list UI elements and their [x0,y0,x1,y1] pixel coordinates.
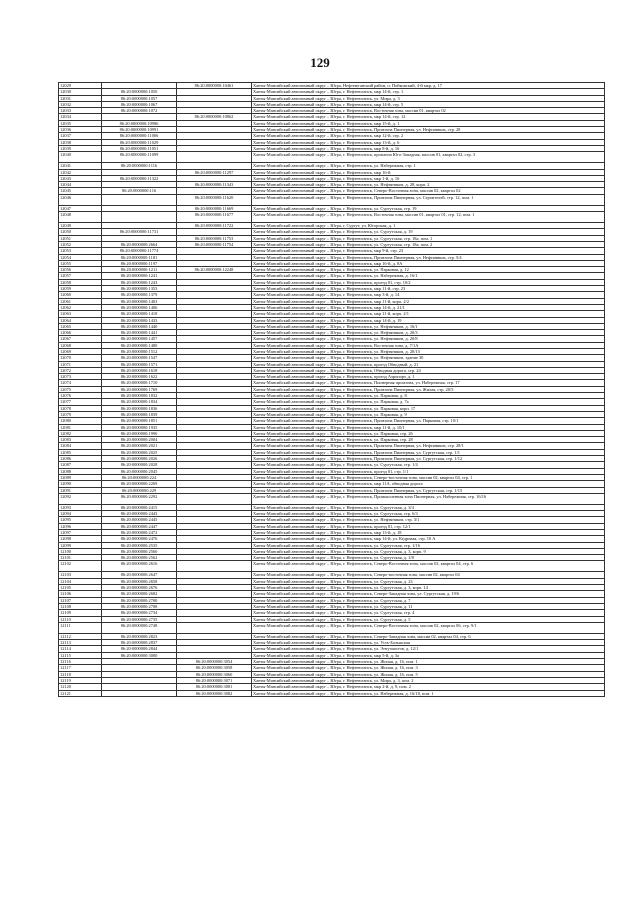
table-row [59,561,605,572]
address-cell: Ханты-Мансийский автономный округ – Югра, г. Нефтеюганск, ул. Сургутская, д. 3/4 [252,504,605,510]
address-cell: Ханты-Мансийский автономный округ – Югра, г. Нефтеюганск, проезд Обводный, д. 21 [252,361,605,367]
address-cell: Ханты-Мансийский автономный округ – Югра, г. Нефтеюганск, Промзона Пионерная, ул. Сургутская, стр. 1/15 [252,487,605,493]
cadastral-number: 86:20:0000000:1116 [102,163,177,169]
row-number: 12054 [59,254,102,260]
address-cell: Ханты-Мансийский автономный округ – Югра, г. Нефтеюганск, ул. Парковая, д. 8 [252,393,605,399]
object-cadastral-number: 86:20:0000000:11343 [177,182,252,188]
row-number: 12117 [59,665,102,671]
row-number: 12034 [59,114,102,120]
row-number: 12075 [59,386,102,392]
cadastral-number: 86:20:0000000:2735 [102,616,177,622]
address-cell: Ханты-Мансийский автономный округ – Югра, г. Нефтеюганск, мкр 13-й, д. 6 [252,139,605,145]
row-number: 12104 [59,578,102,584]
object-cadastral-number: 86:20:0000000:11669 [177,205,252,211]
cadastral-number: 86:20:0000000:1379 [102,292,177,298]
cadastral-number: 86:20:0000000:1211 [102,267,177,273]
cadastral-number: 86:20:0000000:2837 [102,640,177,646]
row-number: 12071 [59,361,102,367]
row-number: 12030 [59,89,102,95]
cadastral-number: 86:20:0000000:11731 [102,229,177,235]
cadastral-number: 86:20:0000000:11774 [102,248,177,254]
address-cell: Ханты-Мансийский автономный округ – Югра, г. Нефтеюганск, ул. Сургутская, стр. 4 [252,610,605,616]
row-number: 12065 [59,323,102,329]
row-number: 12052 [59,241,102,247]
address-cell: Ханты-Мансийский автономный округ – Югра, г. Нефтеюганск, мкр 5-й, д. 3а [252,652,605,658]
object-cadastral-number: 86:20:0000000:11753 [177,235,252,241]
cadastral-number: 86:20:0000000:2026 [102,456,177,462]
cadastral-number: 86:20:0000000:2562 [102,555,177,561]
address-cell: Ханты-Мансийский автономный округ – Югра, г. Нефтеюганск, мкр 14-й, стр. 1 [252,89,605,95]
cadastral-number: 86:20:0000000:11029 [102,139,177,145]
object-cadastral-number [177,561,252,572]
address-cell: Ханты-Мансийский автономный округ – Югра, г. Нефтеюганск, Северо-восточная зона, массив 02, квартал 04, стр. 1 [252,474,605,480]
cadastral-number: 86:20:0000000:2844 [102,646,177,652]
object-cadastral-number [177,622,252,633]
cadastral-number: 86:20:0000000:2025 [102,449,177,455]
cadastral-number: 86:20:0000000:2476 [102,536,177,542]
cadastral-number: 86:20:0000000:224 [102,474,177,480]
address-cell: Ханты-Мансийский автономный округ – Югра, г. Нефтеюганск, Промзона Пионерная, ул. Нефтяников, стр. 28 [252,127,605,133]
address-cell: Ханты-Мансийский автономный округ – Югра, г. Нефтеюганск, проезд Аэропорт, д. 1 [252,374,605,380]
cadastral-number: 86:20:0000000:1353 [102,286,177,292]
cadastral-number: 86:20:0000000:1418 [102,311,177,317]
row-number: 12093 [59,504,102,510]
object-cadastral-number [177,493,252,504]
address-cell: Ханты-Мансийский автономный округ – Югра, г. Нефтеюганск, ул. Парковая, д. 12 [252,267,605,273]
address-cell: Ханты-Мансийский автономный округ – Югра, г. Нефтеюганск, ул. Сургутская, д. 19 [252,229,605,235]
row-number: 12081 [59,424,102,430]
address-cell: Ханты-Мансийский автономный округ – Югра, г. Нефтеюганск, ул. Сургутская, д. 7 [252,597,605,603]
address-cell: Ханты-Мансийский автономный округ – Югра, г. Нефтеюганск, Обводная дорога, стр. 24 [252,367,605,373]
row-number: 12029 [59,83,102,89]
row-number: 12063 [59,311,102,317]
address-cell: Ханты-Мансийский автономный округ – Югра, г. Нефтеюганск, ул. Энтузиастов, д. 12/1 [252,646,605,652]
cadastral-number: 86:20:0000000:1050 [102,89,177,95]
address-cell: Ханты-Мансийский автономный округ – Югра, г. Нефтеюганск, мкр 11-й, корп. 2/2 [252,298,605,304]
row-number: 12089 [59,474,102,480]
row-number: 12031 [59,95,102,101]
address-cell: Ханты-Мансийский автономный округ – Югра, г. Нефтеюганск, ул. Нефтяников, д. 20/13 [252,348,605,354]
cadastral-number: 86:20:0000000:2447 [102,523,177,529]
address-cell: Ханты-Мансийский автономный округ – Югра, г. Нефтеюганск, мкр 11-й, д. 10/1 [252,424,605,430]
object-cadastral-number: 86:20:0000000:12248 [177,267,252,273]
cadastral-number: 86:20:0000000:1832 [102,393,177,399]
row-number: 12103 [59,572,102,578]
address-cell: Ханты-Мансийский автономный округ – Югра, г. Нефтеюганск, мкр 13-й, д. 18 [252,530,605,536]
object-cadastral-number: 86:20:0000000:11677 [177,212,252,223]
address-cell: Ханты-Мансийский автономный округ – Югра, г. Нефтеюганск, ул. Нефтяников, здание 30 [252,355,605,361]
address-cell: Ханты-Мансийский автономный округ – Югра, г. Нефтеюганск, ул. Жилая, д. 16, пом. 1 [252,659,605,665]
table-row [59,194,605,205]
row-number: 12069 [59,348,102,354]
row-number: 12096 [59,523,102,529]
address-cell: Ханты-Мансийский автономный округ – Югра, г. Нефтеюганск, Северо-Восточная зона, массив 02, квартал 04, стр. 6 [252,561,605,572]
address-cell: Ханты-Мансийский автономный округ – Югра, г. Нефтеюганск, ул. Сургутская, стр. 19 [252,205,605,211]
cadastral-number: 86:20:0000000:10991 [102,127,177,133]
cadastral-number: 86:20:0000000:1836 [102,405,177,411]
cadastral-number: 86:20:0000000:1710 [102,380,177,386]
cadastral-number: 86:20:0000000:2647 [102,572,177,578]
address-cell: Ханты-Мансийский автономный округ – Югра, г. Нефтеюганск, мкр 16-й [252,169,605,175]
address-cell: Ханты-Мансийский автономный округ – Югра, г. Нефтеюганск, ул. Мира, д. 3, пом. 2 [252,677,605,683]
cadastral-number: 86:20:0000000:1243 [102,279,177,285]
row-number: 12051 [59,235,102,241]
address-cell: Ханты-Мансийский автономный округ – Югра, г. Нефтеюганск, Промзона Пионерная, ул. Сургутская, стр. 1/12 [252,456,605,462]
table-row [59,212,605,223]
address-cell: Ханты-Мансийский автономный округ – Югра, г. Нефтеюганск, ул. Набережная, стр. 1 [252,163,605,169]
table-row [59,152,605,163]
address-cell: Ханты-Мансийский автономный округ – Югра, Нефтеюганский район, п. Пойковский, 4-й мкр, д. 17 [252,83,605,89]
cadastral-number: 86:20:0000000:10986 [102,120,177,126]
address-cell: Ханты-Мансийский автономный округ – Югра, г. Нефтеюганск, ул. Нефтяников, д. 20/3 [252,330,605,336]
cadastral-number: 86:20:0000000:1480 [102,342,177,348]
address-cell: Ханты-Мансийский автономный округ – Югра, г. Нефтеюганск, ул. Нефтяников, д. 20/8 [252,336,605,342]
address-cell: Ханты-Мансийский автономный округ – Югра, г. Нефтеюганск, ул. Набережная, д. 16/18, пом. 1 [252,690,605,696]
address-cell: Ханты-Мансийский автономный округ – Югра, г. Нефтеюганск, ул. Парковая, д. 9 [252,411,605,417]
address-cell: Ханты-Мансийский автономный округ – Югра, г. Нефтеюганск, мкр 3-й, д. 14 [252,292,605,298]
cadastral-number: 86:20:0000000:2045 [102,468,177,474]
address-cell: Ханты-Мансийский автономный округ – Югра, г. Нефтеюганск, Промзона Пионерная, ул. Нефтяников, стр. 5/4 [252,254,605,260]
address-cell: Ханты-Мансийский автономный округ – Югра, г. Нефтеюганск, проезд 01, стр. 1/1 [252,468,605,474]
address-cell: Ханты-Мансийский автономный округ – Югра, г. Нефтеюганск, ул. Сургутская, д. 5 [252,616,605,622]
row-number: 12042 [59,169,102,175]
cadastral-number: 86:20:0000000:2443 [102,511,177,517]
address-cell: Ханты-Мансийский автономный округ – Югра, г. Нефтеюганск, ул. Сургутская, д. 23 [252,578,605,584]
object-cadastral-number: 86:20:0000000:3071 [177,677,252,683]
row-number: 12085 [59,449,102,455]
registry-table-body [59,83,605,697]
row-number: 12056 [59,267,102,273]
address-cell: Ханты-Мансийский автономный округ – Югра, г. Нефтеюганск, мкр 1-й, д. 16 [252,175,605,181]
cadastral-number: 86:20:0000000:2658 [102,578,177,584]
address-cell: Ханты-Мансийский автономный округ – Югра, г. Нефтеюганск, Северо-Западная зона, ул. Сургутская, д. 19/6 [252,591,605,597]
table-row [59,690,605,696]
row-number: 12045 [59,188,102,194]
address-cell: Ханты-Мансийский автономный округ – Югра, г. Нефтеюганск, промзона Юго-Западная, массив 01, квартал 02, стр. 3 [252,152,605,163]
address-cell: Ханты-Мансийский автономный округ – Югра, г. Нефтеюганск, ул. Сургутская, стр. 18а, пом. 2 [252,241,605,247]
cadastral-number: 86:20:0000000:11099 [102,152,177,163]
row-number: 12120 [59,684,102,690]
row-number: 12114 [59,646,102,652]
cadastral-number [102,212,177,223]
cadastral-number: 86:20:0000000:1441 [102,330,177,336]
row-number: 12048 [59,212,102,223]
cadastral-number: 86:20:0000000:2676 [102,585,177,591]
cadastral-number: 86:20:0000000:11006 [102,133,177,139]
address-cell: Ханты-Мансийский автономный округ – Югра, г. Нефтеюганск, Северо-восточная зона, массив 02, квартал 04 [252,572,605,578]
address-cell: Ханты-Мансийский автономный округ – Югра, г. Нефтеюганск, Промзона Пионерная, ул. Нефтяников, стр. 28/1 [252,443,605,449]
cadastral-number: 86:20:0000000:116 [102,188,177,194]
address-cell: Ханты-Мансийский автономный округ – Югра, г. Нефтеюганск, проезд 01, стр. 12/1 [252,523,605,529]
cadastral-number: 86:20:0000000:1433 [102,317,177,323]
row-number: 12106 [59,591,102,597]
row-number: 12083 [59,437,102,443]
page-number: 129 [310,55,330,70]
row-number: 12072 [59,367,102,373]
row-number: 12110 [59,616,102,622]
cadastral-number: 86:20:0000000:11051 [102,145,177,151]
row-number: 12108 [59,603,102,609]
row-number: 12057 [59,273,102,279]
cadastral-number: 86:20:0000000:1406 [102,304,177,310]
address-cell: Ханты-Мансийский автономный округ – Югра, г. Нефтеюганск, ул. Сургутская, стр. 18а, пом. 1 [252,235,605,241]
cadastral-number: 86:20:0000000:2664 [102,241,177,247]
address-cell: Ханты-Мансийский автономный округ – Югра, г. Нефтеюганск, ул. Жилая, д. 16, пом. 5 [252,671,605,677]
row-number: 12077 [59,399,102,405]
address-cell: Ханты-Мансийский автономный округ – Югра, г. Нефтеюганск, ул. Сургутская, стр. 6/3 [252,511,605,517]
cadastral-number: 86:20:0000000:1935 [102,424,177,430]
row-number: 12111 [59,622,102,633]
row-number: 12064 [59,317,102,323]
address-cell: Ханты-Мансийский автономный округ – Югра, г. Нефтеюганск, ул. Сургутская, стр. 1/16 [252,542,605,548]
row-number: 12112 [59,633,102,639]
address-cell: Ханты-Мансийский автономный округ – Югра, г. Нефтеюганск, мкр 2-й, д. 9, пом. 2 [252,684,605,690]
address-cell: Ханты-Мансийский автономный округ – Югра, г. Нефтеюганск, мкр 14-й, стр. 12 [252,114,605,120]
row-number: 12070 [59,355,102,361]
object-cadastral-number: 86:20:0000000:3058 [177,665,252,671]
address-cell: Ханты-Мансийский автономный округ – Югра, г. Нефтеюганск, ул. Сургутская, д. 3, корп. 14 [252,585,605,591]
row-number: 12076 [59,393,102,399]
cadastral-number: 86:20:0000000:1851 [102,418,177,424]
address-cell: Ханты-Мансийский автономный округ – Югра, г. Нефтеюганск, ул. Жилая, д. 16, пом. 3 [252,665,605,671]
cadastral-number: 86:20:0000000:2823 [102,633,177,639]
address-cell: Ханты-Мансийский автономный округ – Югра, г. Нефтеюганск, Промышленная зона Пионерная, ул. Набережная, стр. 16/16 [252,493,605,504]
cadastral-number: 86:20:0000000:1181 [102,254,177,260]
address-cell: Ханты-Мансийский автономный округ – Югра, г. Нефтеюганск, Восточная зона, д. 7/1А [252,342,605,348]
address-cell: Ханты-Мансийский автономный округ – Югра, г. Сургут, ул. Югорская, д. 1 [252,223,605,229]
address-cell: Ханты-Мансийский автономный округ – Югра, г. Нефтеюганск, ул. Парковая, д. 7а [252,399,605,405]
row-number: 12098 [59,536,102,542]
row-number: 12092 [59,493,102,504]
address-cell: Ханты-Мансийский автономный округ – Югра, г. Нефтеюганск, ул. Сургутская, д. 11 [252,603,605,609]
row-number: 12032 [59,101,102,107]
cadastral-number: 86:20:0000000:2682 [102,591,177,597]
address-cell: Ханты-Мансийский автономный округ – Югра, г. Нефтеюганск, ул. Парковая, стр. 28 [252,437,605,443]
row-number: 12090 [59,481,102,487]
row-number: 12095 [59,517,102,523]
object-cadastral-number [177,152,252,163]
row-number: 12094 [59,511,102,517]
address-cell: Ханты-Мансийский автономный округ – Югра, г. Нефтеюганск, Промзона Пионерная, ул. Сургутская, стр. 1/1 [252,449,605,455]
row-number: 12050 [59,229,102,235]
row-number: 12115 [59,652,102,658]
address-cell: Ханты-Мансийский автономный округ – Югра, г. Нефтеюганск, Восточная зона, массив 01, квартал 02 [252,108,605,114]
cadastral-number: 86:20:0000000:2269 [102,481,177,487]
row-number: 12116 [59,659,102,665]
address-cell: Ханты-Мансийский автономный округ – Югра, г. Нефтеюганск, ул. Усть-Балыкская [252,640,605,646]
row-number: 12040 [59,152,102,163]
object-cadastral-number: 86:20:0000000:3060 [177,671,252,677]
address-cell: Ханты-Мансийский автономный округ – Югра, г. Нефтеюганск, Промзона Пионерная, ул. Строителей, стр. 12, пом. 1 [252,194,605,205]
cadastral-number: 86:20:0000000:1547 [102,355,177,361]
address-cell: Ханты-Мансийский автономный округ – Югра, г. Нефтеюганск, мкр 14-й, ул. Кедровая, стр. 10 А [252,536,605,542]
cadastral-number: 86:20:0000000:1067 [102,101,177,107]
cadastral-number: 86:20:0000000:2734 [102,610,177,616]
address-cell: Ханты-Мансийский автономный округ – Югра, г. Нефтеюганск, мкр 11А, обводная дорога [252,481,605,487]
row-number: 12074 [59,380,102,386]
row-number: 12121 [59,690,102,696]
cadastral-number: 86:20:0000000:2021 [102,443,177,449]
cadastral-number: 86:20:0000000:1440 [102,323,177,329]
row-number: 12058 [59,279,102,285]
address-cell: Ханты-Мансийский автономный округ – Югра, г. Нефтеюганск, мкр 9-й, стр. 23 [252,248,605,254]
address-cell: Ханты-Мансийский автономный округ – Югра, г. Нефтеюганск, проезд 01, стр. 10/2 [252,279,605,285]
cadastral-number: 86:20:0000000:1197 [102,260,177,266]
cadastral-number: 86:20:0000000:2415 [102,504,177,510]
row-number: 12099 [59,542,102,548]
cadastral-number: 86:20:0000000:1512 [102,348,177,354]
row-number: 12062 [59,304,102,310]
address-cell: Ханты-Мансийский автономный округ – Югра, г. Нефтеюганск, мкр 15-й, д. 1 [252,120,605,126]
cadastral-number: 86:20:0000000:1072 [102,108,177,114]
cadastral-number: 86:20:0000000:1571 [102,361,177,367]
registry-table [58,82,605,697]
row-number: 12047 [59,205,102,211]
row-number: 12035 [59,120,102,126]
row-number: 12068 [59,342,102,348]
row-number: 12082 [59,430,102,436]
row-number: 12119 [59,677,102,683]
address-cell: Ханты-Мансийский автономный округ – Югра, г. Нефтеюганск, ул. Мира, д. 3 [252,95,605,101]
row-number: 12109 [59,610,102,616]
object-cadastral-number: 86:20:0000000:11722 [177,223,252,229]
table-row [59,493,605,504]
object-cadastral-number: 86:20:0000000:10862 [177,114,252,120]
row-number: 12036 [59,127,102,133]
cadastral-number: 86:20:0000000:1618 [102,367,177,373]
object-cadastral-number: 86:20:0000000:11754 [177,241,252,247]
cadastral-number: 86:20:0000000:2535 [102,542,177,548]
row-number: 12084 [59,443,102,449]
row-number: 12060 [59,292,102,298]
row-number: 12088 [59,468,102,474]
row-number: 12039 [59,145,102,151]
row-number: 12038 [59,139,102,145]
address-cell: Ханты-Мансийский автономный округ – Югра, г. Нефтеюганск, Восточная зона, массив 01, квартал 01, стр. 12, пом. 1 [252,212,605,223]
cadastral-number: 86:20:0000000:1241 [102,273,177,279]
object-cadastral-number: 86:20:0000000:3054 [177,659,252,665]
row-number: 12053 [59,248,102,254]
object-cadastral-number: 86:20:0000000:11620 [177,194,252,205]
cadastral-number: 86:20:0000000:2616 [102,561,177,572]
cadastral-number: 86:20:0000000:1057 [102,95,177,101]
cadastral-number: 86:20:0000000:2700 [102,597,177,603]
address-cell: Ханты-Мансийский автономный округ – Югра, г. Нефтеюганск, Промзона Пионерная, ул. Парковая, стр. 10/1 [252,418,605,424]
address-cell: Ханты-Мансийский автономный округ – Югра, г. Нефтеюганск, Пионерная промзона, ул. Набережная, стр. 17 [252,380,605,386]
cadastral-number: 86:20:0000000:2708 [102,603,177,609]
cadastral-number: 86:20:0000000:1622 [102,374,177,380]
address-cell: Ханты-Мансийский автономный округ – Югра, г. Нефтеюганск, ул. Набережная, д. 16/1 [252,273,605,279]
address-cell: Ханты-Мансийский автономный округ – Югра, г. Нефтеюганск, мкр 12-й, стр. 2 [252,133,605,139]
address-cell: Ханты-Мансийский автономный округ – Югра, г. Нефтеюганск, ул. Парковая, стр. 26 [252,430,605,436]
address-cell: Ханты-Мансийский автономный округ – Югра, г. Нефтеюганск, ул. Парковая, корп. 17 [252,405,605,411]
row-number: 12037 [59,133,102,139]
table-row [59,622,605,633]
cadastral-number: 86:20:0000000:1769 [102,386,177,392]
row-number: 12086 [59,456,102,462]
row-number: 12049 [59,223,102,229]
cadastral-number [102,194,177,205]
cadastral-number: 86:20:0000000:3000 [102,652,177,658]
row-number: 12080 [59,418,102,424]
address-cell: Ханты-Мансийский автономный округ – Югра, г. Нефтеюганск, мкр 14-й, д. 19 [252,317,605,323]
row-number: 12118 [59,671,102,677]
cadastral-number: 86:20:0000000:229 [102,487,177,493]
address-cell: Ханты-Мансийский автономный округ – Югра, г. Нефтеюганск, мкр 16-й, д. 8А [252,260,605,266]
cadastral-number: 86:20:0000000:2292 [102,493,177,504]
cadastral-number: 86:20:0000000:1403 [102,298,177,304]
row-number: 12043 [59,175,102,181]
cadastral-number: 86:20:0000000:1834 [102,399,177,405]
cadastral-number [102,690,177,696]
row-number: 12102 [59,561,102,572]
row-number: 12113 [59,640,102,646]
row-number: 12100 [59,548,102,554]
row-number: 12046 [59,194,102,205]
row-number: 12107 [59,597,102,603]
row-number: 12059 [59,286,102,292]
address-cell: Ханты-Мансийский автономный округ – Югра, г. Нефтеюганск, мкр 11-й, стр. 23 [252,286,605,292]
address-cell: Ханты-Мансийский автономный округ – Югра, г. Нефтеюганск, Северо-Восточная зона, массив 02, квартал 02 [252,188,605,194]
row-number: 12105 [59,585,102,591]
row-number: 12079 [59,411,102,417]
row-number: 12091 [59,487,102,493]
row-number: 12073 [59,374,102,380]
row-number: 12066 [59,330,102,336]
address-cell: Ханты-Мансийский автономный округ – Югра, г. Нефтеюганск, мкр 11-й, корп. 2/1 [252,311,605,317]
address-cell: Ханты-Мансийский автономный округ – Югра, г. Нефтеюганск, Промзона Пионерная, ул. Жилая, стр. 20/5 [252,386,605,392]
row-number: 12041 [59,163,102,169]
row-number: 12067 [59,336,102,342]
row-number: 12044 [59,182,102,188]
row-number: 12033 [59,108,102,114]
row-number: 12087 [59,462,102,468]
row-number: 12097 [59,530,102,536]
object-cadastral-number: 86:20:0000000:3081 [177,684,252,690]
row-number: 12078 [59,405,102,411]
address-cell: Ханты-Мансийский автономный округ – Югра, г. Нефтеюганск, ул. Сургутская, д. 1/8 [252,555,605,561]
cadastral-number: 86:20:0000000:2748 [102,622,177,633]
address-cell: Ханты-Мансийский автономный округ – Югра, г. Нефтеюганск, ул. Сургутская, д. 3, корп. 9 [252,548,605,554]
cadastral-number: 86:20:0000000:2004 [102,437,177,443]
address-cell: Ханты-Мансийский автономный округ – Югра, г. Нефтеюганск, мкр 8-й, д. 16 [252,145,605,151]
address-cell: Ханты-Мансийский автономный округ – Югра, г. Нефтеюганск, ул. Нефтяников, д. 28, корп. 2 [252,182,605,188]
cadastral-number: 86:20:0000000:1996 [102,430,177,436]
row-number: 12055 [59,260,102,266]
row-number: 12101 [59,555,102,561]
object-cadastral-number: 86:20:0000000:3082 [177,690,252,696]
cadastral-number: 86:20:0000000:2028 [102,462,177,468]
cadastral-number: 86:20:0000000:2560 [102,548,177,554]
address-cell: Ханты-Мансийский автономный округ – Югра, г. Нефтеюганск, ул. Сургутская, стр. 1/4 [252,462,605,468]
cadastral-number: 86:20:0000000:1839 [102,411,177,417]
cadastral-number: 86:20:0000000:2445 [102,517,177,523]
address-cell: Ханты-Мансийский автономный округ – Югра, г. Нефтеюганск, мкр 14-й, стр. 5 [252,101,605,107]
address-cell: Ханты-Мансийский автономный округ – Югра, г. Нефтеюганск, Северо-Западная зона, массив 02, квартал 04, стр. 6 [252,633,605,639]
object-cadastral-number: 86:20:0000000:11297 [177,169,252,175]
address-cell: Ханты-Мансийский автономный округ – Югра, г. Нефтеюганск, мкр 14-й, д. 21/1 [252,304,605,310]
row-number: 12061 [59,298,102,304]
address-cell: Ханты-Мансийский автономный округ – Югра, г. Нефтеюганск, Северо-Восточная зона, массив 02, квартал 06, стр. 9/1 [252,622,605,633]
address-cell: Ханты-Мансийский автономный округ – Югра, г. Нефтеюганск, ул. Нефтяников, стр. 3/1 [252,517,605,523]
cadastral-number: 86:20:0000000:1457 [102,336,177,342]
address-cell: Ханты-Мансийский автономный округ – Югра, г. Нефтеюганск, ул. Нефтяников, д. 16/1 [252,323,605,329]
cadastral-number: 86:20:0000000:2472 [102,530,177,536]
object-cadastral-number: 86:20:0000000:10461 [177,83,252,89]
cadastral-number: 86:20:0000000:11322 [102,175,177,181]
